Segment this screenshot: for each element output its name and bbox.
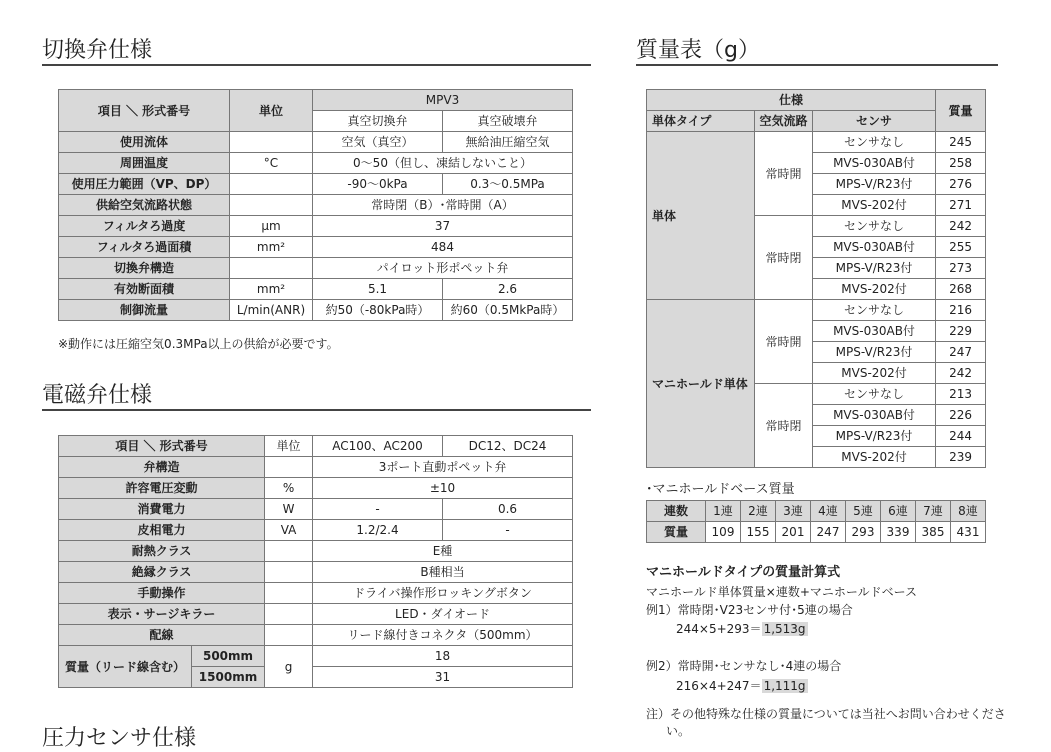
mass-cell: 247 — [811, 522, 846, 543]
mass-row — [647, 522, 986, 543]
row-unit — [230, 195, 313, 216]
example1-label: 例1）常時閉･V23センサ付･5連の場合 — [646, 603, 853, 617]
sensor-cell: MPS-V/R23付 — [813, 342, 936, 363]
mass-cell: 247 — [936, 342, 986, 363]
sensor-cell: センサなし — [813, 132, 936, 153]
row-label: 供給空気流路状態 — [59, 195, 230, 216]
row-label: 制御流量 — [59, 300, 230, 321]
sensor-cell: MVS-030AB付 — [813, 153, 936, 174]
mass-cell: 255 — [936, 237, 986, 258]
row-value: 1.2/2.4 — [313, 520, 443, 541]
row-value: 空気（真空） — [313, 132, 443, 153]
station-cell: 2連 — [741, 501, 776, 522]
header-spec: 仕様 — [647, 90, 936, 111]
type-cell: マニホールド単体 — [647, 300, 755, 468]
example1-line — [676, 620, 808, 637]
header-col1: AC100、AC200 — [313, 436, 443, 457]
mass-sub-label: 1500mm — [192, 667, 265, 688]
row-value: 0～50（但し、凍結しないこと） — [313, 153, 573, 174]
mass-cell: 226 — [936, 405, 986, 426]
station-cell: 3連 — [776, 501, 811, 522]
row-value: パイロット形ポペット弁 — [313, 258, 573, 279]
header-mass: 質量 — [936, 90, 986, 132]
solenoid-spec-title: 電磁弁仕様 — [42, 383, 153, 408]
station-cell: 1連 — [706, 501, 741, 522]
mass-cell: 271 — [936, 195, 986, 216]
row-value: 484 — [313, 237, 573, 258]
station-cell: 4連 — [811, 501, 846, 522]
sensor-cell: センサなし — [813, 300, 936, 321]
row-unit: VA — [265, 520, 313, 541]
flow-cell: 常時閉 — [755, 216, 813, 300]
row-unit — [265, 583, 313, 604]
mass-cell: 242 — [936, 363, 986, 384]
row-unit — [265, 457, 313, 478]
station-cell: 6連 — [881, 501, 916, 522]
example2-label: 例2）常時開･センサなし･4連の場合 — [646, 659, 842, 673]
header-col1: 真空切換弁 — [313, 111, 443, 132]
row-value: 0.3～0.5MPa — [443, 174, 573, 195]
station-cell: 7連 — [916, 501, 951, 522]
row-value: 約50（-80kPa時） — [313, 300, 443, 321]
type-cell: 単体 — [647, 132, 755, 300]
mass-table — [646, 89, 986, 468]
station-cell: 5連 — [846, 501, 881, 522]
mass-cell: 339 — [881, 522, 916, 543]
example2-calc: 216×4+247＝ — [676, 679, 762, 693]
mass-sub-label: 500mm — [192, 646, 265, 667]
row-unit: mm² — [230, 279, 313, 300]
header-col2: DC12、DC24 — [443, 436, 573, 457]
row-label: 絶縁クラス — [59, 562, 265, 583]
sensor-cell: MVS-202付 — [813, 279, 936, 300]
row-unit: % — [265, 478, 313, 499]
mass-label: 質量（リード線含む） — [59, 646, 192, 688]
formula-title: マニホールドタイプの質量計算式 — [646, 565, 841, 580]
section-rule — [42, 64, 591, 66]
row-label: 手動操作 — [59, 583, 265, 604]
header-item: 項目 ＼ 形式番号 — [59, 436, 265, 457]
formula-text: マニホールド単体質量×連数+マニホールドベース — [646, 585, 918, 599]
mass-cell: 244 — [936, 426, 986, 447]
row-label: 切換弁構造 — [59, 258, 230, 279]
mass-cell: 245 — [936, 132, 986, 153]
mass-cell: 268 — [936, 279, 986, 300]
mass-cell: 431 — [951, 522, 986, 543]
header-flow: 空気流路 — [755, 111, 813, 132]
row-label: 使用圧力範囲（VP、DP） — [59, 174, 230, 195]
header-col2: 真空破壊弁 — [443, 111, 573, 132]
flow-cell: 常時閉 — [755, 384, 813, 468]
header-type: 単体タイプ — [647, 111, 755, 132]
mass-cell: 293 — [846, 522, 881, 543]
row-label: 質量 — [647, 522, 706, 543]
row-value: - — [443, 520, 573, 541]
row-value: B種相当 — [313, 562, 573, 583]
mass-cell: 201 — [776, 522, 811, 543]
mass-cell: 276 — [936, 174, 986, 195]
footnote-line2: い。 — [666, 724, 691, 738]
mass-cell: 273 — [936, 258, 986, 279]
row-value: -90～0kPa — [313, 174, 443, 195]
row-unit — [230, 258, 313, 279]
row-label: 弁構造 — [59, 457, 265, 478]
example2-line — [676, 677, 808, 694]
sensor-cell: センサなし — [813, 384, 936, 405]
mass-cell: 216 — [936, 300, 986, 321]
row-label: 表示・サージキラー — [59, 604, 265, 625]
footnote-line1: 注）その他特殊な仕様の質量については当社へお問い合わせくださ — [646, 707, 1006, 721]
example1-result: 1,513g — [763, 622, 806, 636]
row-value: 2.6 — [443, 279, 573, 300]
header-item: 項目 ＼ 形式番号 — [59, 90, 230, 132]
mass-value: 31 — [313, 667, 573, 688]
flow-cell: 常時開 — [755, 300, 813, 384]
row-value: 約60（0.5MkPa時） — [443, 300, 573, 321]
example2-result: 1,111g — [763, 679, 806, 693]
sensor-cell: MVS-030AB付 — [813, 321, 936, 342]
header-sensor: センサ — [813, 111, 936, 132]
row-value: 37 — [313, 216, 573, 237]
section-rule — [42, 409, 591, 411]
row-unit: W — [265, 499, 313, 520]
sensor-cell: MPS-V/R23付 — [813, 174, 936, 195]
manifold-base-table — [646, 500, 986, 543]
row-unit: °C — [230, 153, 313, 174]
station-row — [647, 501, 986, 522]
mass-cell: 385 — [916, 522, 951, 543]
section-rule — [636, 64, 998, 66]
row-label: フィルタろ過面積 — [59, 237, 230, 258]
row-value: ドライバ操作形ロッキングボタン — [313, 583, 573, 604]
switch-spec-table — [58, 89, 573, 321]
row-value: E種 — [313, 541, 573, 562]
row-unit — [265, 604, 313, 625]
mass-cell: 109 — [706, 522, 741, 543]
row-value: 常時閉（B）･常時開（A） — [313, 195, 573, 216]
header-model: MPV3 — [313, 90, 573, 111]
sensor-cell: MVS-202付 — [813, 447, 936, 468]
row-unit: mm² — [230, 237, 313, 258]
mass-table-title: 質量表（g） — [636, 38, 760, 63]
mass-unit: g — [265, 646, 313, 688]
row-value: 無給油圧縮空気 — [443, 132, 573, 153]
solenoid-spec-table — [58, 435, 573, 688]
row-value: 0.6 — [443, 499, 573, 520]
row-label: 周囲温度 — [59, 153, 230, 174]
header-unit: 単位 — [265, 436, 313, 457]
manifold-base-title: ･マニホールドベース質量 — [646, 482, 795, 497]
row-unit — [230, 174, 313, 195]
mass-cell: 213 — [936, 384, 986, 405]
row-value: リード線付きコネクタ（500mm） — [313, 625, 573, 646]
row-label: 皮相電力 — [59, 520, 265, 541]
mass-cell: 258 — [936, 153, 986, 174]
example1-calc: 244×5+293＝ — [676, 622, 762, 636]
row-unit — [230, 132, 313, 153]
switch-spec-title: 切換弁仕様 — [42, 38, 153, 63]
station-cell: 8連 — [951, 501, 986, 522]
row-value: LED・ダイオード — [313, 604, 573, 625]
sensor-cell: MPS-V/R23付 — [813, 426, 936, 447]
mass-cell: 229 — [936, 321, 986, 342]
row-label: 連数 — [647, 501, 706, 522]
switch-spec-note: ※動作には圧縮空気0.3MPa以上の供給が必要です。 — [58, 337, 339, 351]
row-label: 許容電圧変動 — [59, 478, 265, 499]
header-unit: 単位 — [230, 90, 313, 132]
sensor-cell: MVS-202付 — [813, 363, 936, 384]
row-unit — [265, 625, 313, 646]
row-label: 使用流体 — [59, 132, 230, 153]
mass-cell: 155 — [741, 522, 776, 543]
mass-value: 18 — [313, 646, 573, 667]
row-value: 3ポート直動ポペット弁 — [313, 457, 573, 478]
row-label: 消費電力 — [59, 499, 265, 520]
row-unit: L/min(ANR) — [230, 300, 313, 321]
row-label: 有効断面積 — [59, 279, 230, 300]
sensor-cell: MVS-030AB付 — [813, 237, 936, 258]
sensor-cell: MVS-030AB付 — [813, 405, 936, 426]
flow-cell: 常時開 — [755, 132, 813, 216]
sensor-cell: MPS-V/R23付 — [813, 258, 936, 279]
row-label: 配線 — [59, 625, 265, 646]
mass-cell: 239 — [936, 447, 986, 468]
row-unit: µm — [230, 216, 313, 237]
row-value: 5.1 — [313, 279, 443, 300]
pressure-spec-title: 圧力センサ仕様 — [42, 726, 197, 751]
row-unit — [265, 541, 313, 562]
sensor-cell: MVS-202付 — [813, 195, 936, 216]
row-label: 耐熱クラス — [59, 541, 265, 562]
row-value: - — [313, 499, 443, 520]
row-value: ±10 — [313, 478, 573, 499]
row-label: フィルタろ過度 — [59, 216, 230, 237]
row-unit — [265, 562, 313, 583]
sensor-cell: センサなし — [813, 216, 936, 237]
mass-cell: 242 — [936, 216, 986, 237]
